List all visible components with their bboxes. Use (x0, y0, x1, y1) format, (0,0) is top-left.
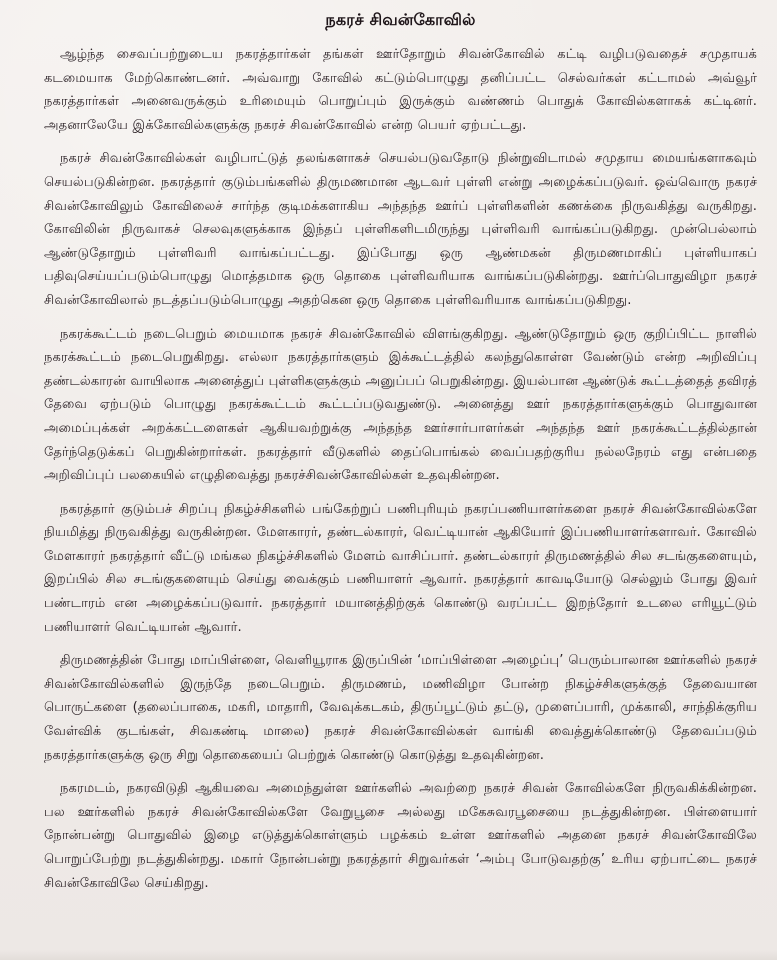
paragraph: நகரத்தார் குடும்பச் சிறப்பு நிகழ்ச்சிகளில் பங்கேற்றுப் பணிபுரியும் நகரப்பணியாளர்களை நகரச் சிவன்கோவில்களே நியமித்து நிருவகித்து வருகின்றன. மேளகாரர், தண்டல்காரர், வெட்டியான் ஆகியோர் இப்பணியாளர்களாவர். கோவில் மேளகாரர் நகரத்தார் வீட்டு மங்கல நிகழ்ச்சிகளில் மேளம் வாசிப்பார். தண்டல்காரர் திருமணத்தில் சில சடங்குகளையும், இறப்பில் சில சடங்குகளையும் செய்து வைக்கும் பணியாளர் ஆவார். நகரத்தார் காவடியோடு செல்லும் போது இவர் பண்டாரம் என அழைக்கப்படுவார். நகரத்தார் மயானத்திற்குக் கொண்டு வரப்பட்ட இறந்தோர் உடலை எரியூட்டும் பணியாளர் வெட்டியான் ஆவார். (44, 501, 757, 635)
page-title: நகரச் சிவன்கோவில் (325, 10, 476, 29)
paragraph: நகரமடம், நகரவிடுதி ஆகியவை அமைந்துள்ள ஊர்களில் அவற்றை நகரச் சிவன் கோவில்களே நிருவகிக்கின்றன. பல ஊர்களில் நகரச் சிவன்கோவில்களே வேறுபூசை அல்லது மகேசுவரபூசையை நடத்துகின்றன. பிள்ளையார் நோன்பன்று பொதுவில் இழை எடுத்துக்கொள்ளும் பழக்கம் உள்ள ஊர்களில் அதனை நகரச் சிவன்கோவிலே பொறுப்பேற்று நடத்துகின்றது. மகார் நோன்பன்று நகரத்தார் சிறுவர்கள் ‘அம்பு போடுவதற்கு’ உரிய ஏற்பாட்டை நகரச் சிவன்கோவிலே செய்கிறது. (44, 781, 757, 891)
paragraph: ஆழ்ந்த சைவப்பற்றுடைய நகரத்தார்கள் தங்கள் ஊர்தோறும் சிவன்கோவில் கட்டி வழிபடுவதைச் சமுதாயக் கடமையாக மேற்கொண்டனர். அவ்வாறு கோவில் கட்டும்பொழுது தனிப்பட்ட செல்வர்கள் கட்டாமல் அவ்வூர் நகரத்தார்கள் அனைவருக்கும் உரிமையும் பொறுப்பும் இருக்கும் வண்ணம் பொதுக் கோவில்களாகக் கட்டினர். அதனாலேயே இக்கோவில்களுக்கு நகரச் சிவன்கோவில் என்ற பெயர் ஏற்பட்டது. (44, 47, 757, 133)
paragraph: நகரச் சிவன்கோவில்கள் வழிபாட்டுத் தலங்களாகச் செயல்படுவதோடு நின்றுவிடாமல் சமுதாய மையங்களாகவும் செயல்படுகின்றன. நகரத்தார் குடும்பங்களில் திருமணமான ஆடவர் புள்ளி என்று அழைக்கப்படுவர். ஒவ்வொரு நகரச் சிவன்கோவிலும் கோவிலைச் சார்ந்த குடிமக்களாகிய அந்தந்த ஊர்ப் புள்ளிகளின் கணக்கை நிருவகித்து வருகிறது. கோவிலின் நிருவாகச் செலவுகளுக்காக இந்தப் புள்ளிகளிடமிருந்து புள்ளிவரி வாங்கப்படுகிறது. முன்பெல்லாம் ஆண்டுதோறும் புள்ளிவரி வாங்கப்பட்டது. இப்போது ஒரு ஆண்மகன் திருமணமாகிப் புள்ளியாகப் பதிவுசெய்யப்படும்பொழுது மொத்தமாக ஒரு தொகை புள்ளிவரியாக வாங்கப்படுகின்றது. ஊர்ப்பொதுவிழா நகரச் சிவன்கோவிலால் நடத்தப்படும்பொழுது அதற்கென ஒரு தொகை புள்ளிவரியாக வாங்கப்படுகிறது. (44, 151, 757, 308)
paragraph: திருமணத்தின் போது மாப்பிள்ளை, வெளியூராக இருப்பின் ‘மாப்பிள்ளை அழைப்பு’ பெரும்பாலான ஊர்களில் நகரச் சிவன்கோவில்களில் இருந்தே நடைபெறும். திருமணம், மணிவிழா போன்ற நிகழ்ச்சிகளுக்குத் தேவையான பொருட்களை (தலைப்பாகை, மகரி, மாதாரி, வேவுக்கடகம், திருப்பூட்டும் தட்டு, முளைப்பாரி, முக்காலி, சாந்திக்குரிய வேள்விக் குடங்கள், சிவகண்டி மாலை) நகரச் சிவன்கோவில்கள் வாங்கி வைத்துக்கொண்டு தேவைப்படும் நகரத்தார்களுக்கு ஒரு சிறு தொகையைப் பெற்றுக் கொண்டு கொடுத்து உதவுகின்றன. (44, 653, 757, 763)
page-bottom-shadow (0, 950, 777, 960)
paragraph: நகரக்கூட்டம் நடைபெறும் மையமாக நகரச் சிவன்கோவில் விளங்குகிறது. ஆண்டுதோறும் ஒரு குறிப்பிட்ட நாளில் நகரக்கூட்டம் நடைபெறுகிறது. எல்லா நகரத்தார்களும் இக்கூட்டத்தில் கலந்துகொள்ள வேண்டும் என்ற அறிவிப்பு தண்டல்காரன் வாயிலாக அனைத்துப் புள்ளிகளுக்கும் அனுப்பப் பெறுகின்றது. இயல்பான ஆண்டுக் கூட்டத்தைத் தவிரத் தேவை ஏற்படும் பொழுது நகரக்கூட்டம் கூட்டப்படுவதுண்டு. அனைத்து ஊர் நகரத்தார்களுக்கும் பொதுவான அமைப்புக்கள் அறக்கட்டளைகள் ஆகியவற்றுக்கு அந்தந்த ஊர்சார்பாளர்கள் அந்தந்த ஊர் நகரக்கூட்டத்தில்தான் தேர்ந்தெடுக்கப் பெறுகின்றார்கள். நகரத்தார் வீடுகளில் தைப்பொங்கல் வைப்பதற்குரிய நல்லநேரம் எது என்பதை அறிவிப்புப் பலகையில் எழுதிவைத்து நகரச்சிவன்கோவில்கள் உதவுகின்றன. (44, 326, 757, 484)
